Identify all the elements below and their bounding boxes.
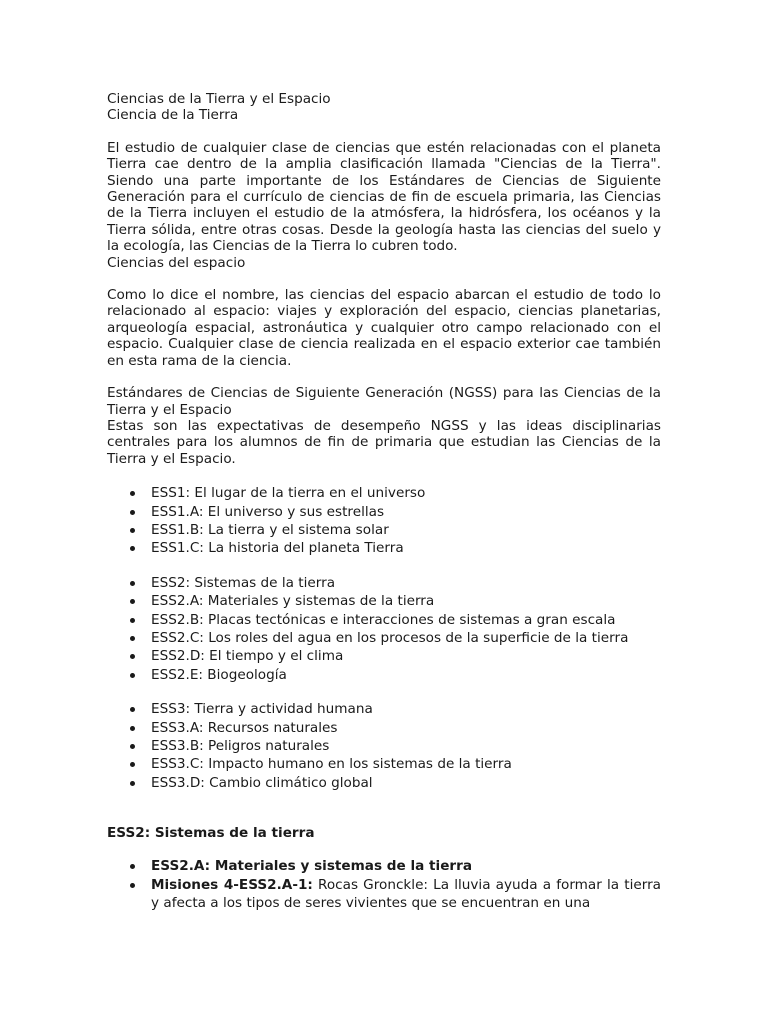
- list-item: ESS2.C: Los roles del agua en los procesos de la superficie de la tierra: [107, 629, 661, 647]
- bullet-icon: [130, 491, 135, 496]
- list-item: ESS1: El lugar de la tierra en el universo: [107, 484, 661, 502]
- list-item: ESS3: Tierra y actividad humana: [107, 700, 661, 718]
- bullet-icon: [130, 618, 135, 623]
- list-item: [107, 876, 661, 913]
- list-item: ESS2.E: Biogeología: [107, 666, 661, 684]
- bullet-icon: [130, 707, 135, 712]
- spacer: [107, 684, 661, 700]
- doc-subtitle-earth: Ciencia de la Tierra: [107, 107, 239, 124]
- bullet-icon: [130, 864, 135, 869]
- ess2-list: [107, 574, 661, 684]
- bullet-icon: [130, 726, 135, 731]
- ess3-list: [107, 700, 661, 792]
- list-item: ESS3.C: Impacto humano en los sistemas de la tierra: [107, 755, 661, 773]
- list-item: ESS3.D: Cambio climático global: [107, 774, 661, 792]
- list-item: ESS1.B: La tierra y el sistema solar: [107, 521, 661, 539]
- bullet-icon: [130, 528, 135, 533]
- list-item: ESS2.D: El tiempo y el clima: [107, 647, 661, 665]
- list-item: ESS2: Sistemas de la tierra: [107, 574, 661, 592]
- doc-subtitle-space: Ciencias del espacio: [107, 254, 246, 271]
- bullet-icon: [130, 510, 135, 515]
- section-heading: ESS2: Sistemas de la tierra: [107, 825, 315, 842]
- list-item: ESS3.A: Recursos naturales: [107, 719, 661, 737]
- spacer: [107, 467, 661, 484]
- list-item: ESS2.A: Materiales y sistemas de la tierra: [107, 857, 661, 875]
- bullet-icon: [130, 673, 135, 678]
- paragraph-space-sciences: Como lo dice el nombre, las ciencias del espacio abarcan el estudio de todo lo relacionado al espacio: viajes y exploración del espacio, ciencias planetarias, arqueología espacial, astronáutica y cualquier otro campo relacionado con el espacio. Cualquier clase de ciencia realizada en el espacio exterior cae también en esta rama de la ciencia.: [107, 287, 661, 369]
- list-item: ESS1.C: La historia del planeta Tierra: [107, 539, 661, 557]
- mission-text: Rocas Gronckle: La lluvia ayuda a formar la tierra y afecta a los tipos de seres vivientes que se encuentran en una: [151, 876, 661, 912]
- paragraph-earth-sciences: El estudio de cualquier clase de ciencias que estén relacionadas con el planeta Tierra cae dentro de la amplia clasificación llamada "Ciencias de la Tierra". Siendo una parte importante de los Estándares de Ciencias de Siguiente Generación para el currículo de ciencias de fin de escuela primaria, las Ciencias de la Tierra incluyen el estudio de la atmósfera, la hidrósfera, los océanos y la Tierra sólida, entre otras cosas. Desde la geología hasta las ciencias del suelo y la ecología, las Ciencias de la Tierra lo cubren todo.: [107, 139, 661, 255]
- doc-title: Ciencias de la Tierra y el Espacio: [107, 91, 331, 107]
- bullet-icon: [130, 581, 135, 586]
- bullet-icon: [130, 599, 135, 604]
- mission-label: Misiones 4-ESS2.A-1:: [151, 876, 313, 893]
- bullet-icon: [130, 762, 135, 767]
- list-item: ESS1.A: El universo y sus estrellas: [107, 503, 661, 521]
- spacer: [107, 558, 661, 574]
- spacer: [107, 271, 661, 287]
- spacer: [107, 842, 661, 857]
- ngss-title: Estándares de Ciencias de Siguiente Generación (NGSS) para las Ciencias de la Tierra y el Espacio: [107, 385, 661, 418]
- ess2-detail-list: [107, 857, 661, 912]
- spacer: [107, 369, 661, 385]
- list-item: ESS2.A: Materiales y sistemas de la tierra: [107, 592, 661, 610]
- list-item: ESS3.B: Peligros naturales: [107, 737, 661, 755]
- bullet-icon: [130, 744, 135, 749]
- spacer: [107, 124, 661, 140]
- paragraph-ngss: Estas son las expectativas de desempeño NGSS y las ideas disciplinarias centrales para los alumnos de fin de primaria que estudian las Ciencias de la Tierra y el Espacio.: [107, 417, 661, 467]
- bullet-icon: [130, 654, 135, 659]
- bullet-icon: [130, 781, 135, 786]
- spacer: [107, 792, 661, 824]
- ess1-list: [107, 484, 661, 558]
- bullet-icon: [130, 883, 135, 888]
- bullet-icon: [130, 636, 135, 641]
- bullet-icon: [130, 546, 135, 551]
- list-item: ESS2.B: Placas tectónicas e interacciones de sistemas a gran escala: [107, 611, 661, 629]
